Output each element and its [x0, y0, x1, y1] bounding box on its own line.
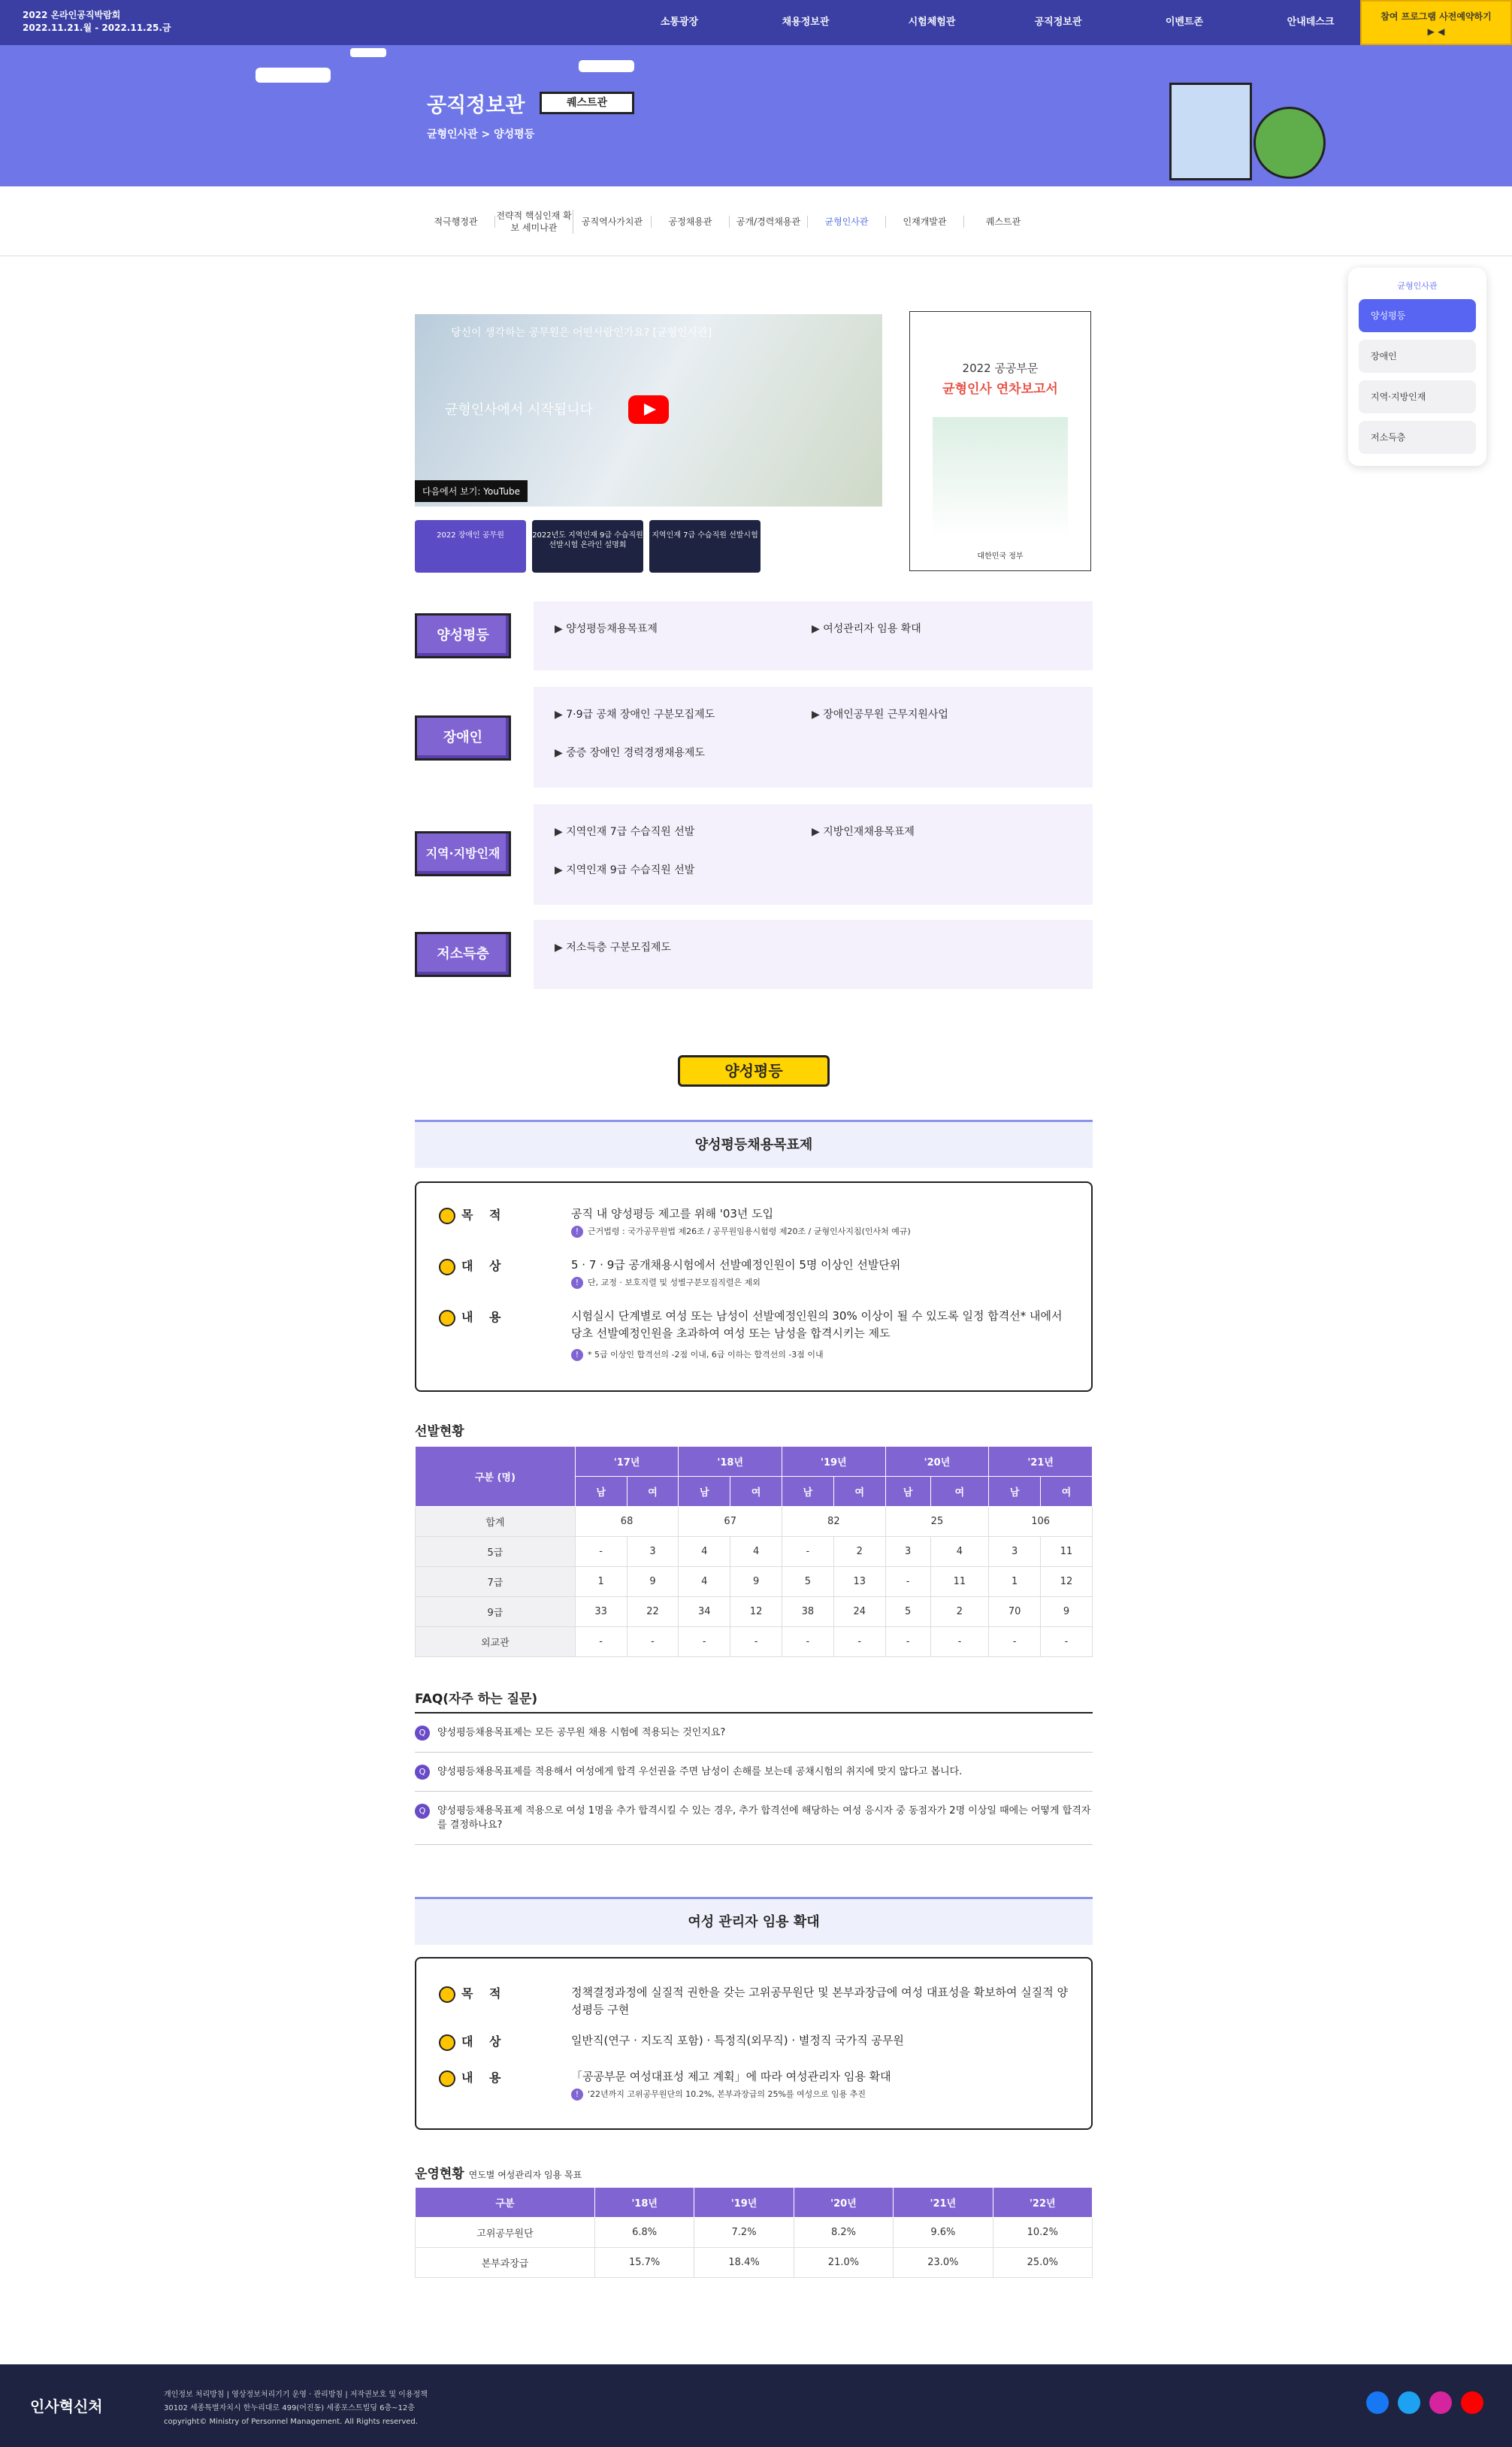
- category-button[interactable]: 지역·지방인재: [415, 831, 511, 876]
- gender-header: 남: [782, 1477, 834, 1507]
- cell: 2: [930, 1597, 989, 1627]
- subnav-item[interactable]: 공정채용관: [652, 216, 730, 228]
- cell: 24: [833, 1597, 885, 1627]
- footer-logo[interactable]: 인사혁신처: [30, 2397, 103, 2415]
- policy-info-box: [415, 1181, 1093, 1392]
- year-header: '19년: [782, 1447, 886, 1477]
- year-header: '20년: [885, 1447, 989, 1477]
- cell: -: [730, 1627, 782, 1657]
- info-key: 내 용: [439, 2068, 529, 2087]
- info-note: ! * 5급 이상인 합격선의 -2점 이내, 6급 이하는 합격선의 -3점 이내: [571, 1348, 1069, 1361]
- gender-header: 여: [930, 1477, 989, 1507]
- table-row: [416, 2218, 1093, 2248]
- info-value: 5 · 7 · 9급 공개채용시험에서 선발예정인원이 5명 이상인 선발단위: [571, 1258, 901, 1272]
- cell: 9: [1041, 1597, 1093, 1627]
- report-cover[interactable]: [909, 311, 1091, 571]
- youtube-icon[interactable]: [1461, 2391, 1483, 2414]
- table-row: [416, 2248, 1093, 2278]
- nav-item[interactable]: 이벤트존: [1165, 17, 1204, 28]
- cell: -: [885, 1627, 930, 1657]
- cell: 33: [575, 1597, 627, 1627]
- row-label: 본부과장급: [416, 2248, 595, 2278]
- row-label: 외교관: [416, 1627, 576, 1657]
- category-button[interactable]: 장애인: [415, 715, 511, 761]
- cell: 25.0%: [993, 2248, 1092, 2278]
- cell: 12: [730, 1597, 782, 1627]
- category-link[interactable]: ▶ 지역인재 9급 수습직원 선발: [555, 862, 812, 885]
- nav-item[interactable]: 소통광장: [660, 17, 699, 28]
- subnav-item[interactable]: 공개/경력채용관: [730, 216, 808, 228]
- cell: 10.2%: [993, 2218, 1092, 2248]
- cell: 7.2%: [694, 2218, 794, 2248]
- info-value: 공직 내 양성평등 제고를 위해 '03년 도입: [571, 1207, 774, 1220]
- cell: 2: [833, 1537, 885, 1567]
- table-subtitle: 연도별 여성관리자 임용 목표: [468, 2170, 582, 2180]
- gender-header: 여: [730, 1477, 782, 1507]
- social-links: [1366, 2391, 1483, 2414]
- cell: 4: [730, 1537, 782, 1567]
- category-row: [415, 804, 1093, 905]
- gender-header: 여: [1041, 1477, 1093, 1507]
- info-value: 정책결정과정에 실질적 권한을 갖는 고위공무원단 및 본부과장급에 여성 대표성을 확보하여 실질적 양성평등 구현: [571, 1986, 1069, 2016]
- cell: 1: [575, 1567, 627, 1597]
- house-illustration: [1169, 83, 1252, 180]
- cell: -: [627, 1627, 679, 1657]
- cell: 23.0%: [894, 2248, 993, 2278]
- cell: 6.8%: [594, 2218, 694, 2248]
- policy-header: 여성 관리자 임용 확대: [415, 1897, 1093, 1945]
- nav-item[interactable]: 안내데스크: [1287, 17, 1335, 28]
- cell: 3: [989, 1537, 1041, 1567]
- hero-banner: [0, 45, 1512, 186]
- column-header: '20년: [794, 2188, 893, 2218]
- breadcrumb: 균형인사관 > 양성평등: [427, 129, 535, 141]
- side-quick-menu: [1348, 268, 1486, 466]
- cell: 9: [627, 1567, 679, 1597]
- video-overlay-text: 균형인사에서 시작됩니다: [445, 402, 593, 418]
- cell: -: [1041, 1627, 1093, 1657]
- category-link[interactable]: ▶ 지방인재채용목표제: [812, 824, 1069, 847]
- column-header: '21년: [894, 2188, 993, 2218]
- table-row: [416, 1627, 1093, 1657]
- sub-navigation: [417, 201, 1042, 242]
- report-publisher: 대한민국 정부: [977, 552, 1024, 561]
- cell: 5: [885, 1597, 930, 1627]
- cell: 1: [989, 1567, 1041, 1597]
- table-row: [416, 1537, 1093, 1567]
- subnav-item[interactable]: 공직역사가치관: [573, 216, 652, 228]
- category-link[interactable]: ▶ 저소득층 구분모집제도: [555, 939, 812, 969]
- category-links: [534, 804, 1093, 905]
- cell: 15.7%: [594, 2248, 694, 2278]
- table-title-main: 운영현황: [415, 2167, 464, 2182]
- quest-badge[interactable]: 퀘스트관: [540, 92, 634, 114]
- table-row: [416, 1567, 1093, 1597]
- cell: 4: [679, 1567, 730, 1597]
- page-title: 공직정보관: [427, 94, 525, 117]
- video-thumbnails: [415, 520, 761, 573]
- faq-item[interactable]: Q 양성평등채용목표제는 모든 공무원 채용 시험에 적용되는 것인지요?: [415, 1714, 1093, 1753]
- subnav-item[interactable]: 퀘스트관: [985, 216, 1021, 227]
- reservation-label: 참여 프로그램 사전예약하기: [1380, 11, 1492, 22]
- cell: 4: [930, 1537, 989, 1567]
- cell: 5: [782, 1567, 834, 1597]
- faq-item[interactable]: Q 양성평등채용목표제 적용으로 여성 1명을 추가 합격시킬 수 있는 경우, 추가 합격선에 해당하는 여성 응시자 중 동점자가 2명 이상일 때에는 어떻게 합격자를 결정하나요?: [415, 1792, 1093, 1845]
- info-key: 목 적: [439, 1205, 529, 1224]
- footer-copyright: copyright© Ministry of Personnel Management. All Rights reserved.: [164, 2418, 418, 2426]
- side-menu-item[interactable]: 저소득층: [1359, 421, 1476, 454]
- column-header: '19년: [694, 2188, 794, 2218]
- info-key: 대 상: [439, 1257, 529, 1275]
- info-value: 일반직(연구 · 지도직 포함) · 특정직(외무직) · 별정직 국가직 공무원: [571, 2034, 904, 2047]
- info-note: ! 단, 교정 · 보호직렬 및 성별구분모집직렬은 제외: [571, 1276, 1069, 1289]
- cell: 82: [782, 1507, 886, 1537]
- cell: 38: [782, 1597, 834, 1627]
- cell: -: [575, 1627, 627, 1657]
- column-header: '22년: [993, 2188, 1092, 2218]
- footer-address: 30102 세종특별자치시 한누리대로 499(어진동) 세종포스트빌딩 6층~12층: [164, 2404, 415, 2412]
- cell: 21.0%: [794, 2248, 893, 2278]
- info-value: 「공공부문 여성대표성 제고 계획」에 따라 여성관리자 임용 확대: [571, 2070, 891, 2083]
- side-menu-item-active[interactable]: 양성평등: [1359, 299, 1476, 332]
- facebook-icon[interactable]: [1366, 2391, 1389, 2414]
- info-value: 시험실시 단계별로 여성 또는 남성이 선발예정인원의 30% 이상이 될 수 있도록 일정 합격선* 내에서 당초 선발예정인원을 초과하여 여성 또는 남성을 합격시키는 제도: [571, 1309, 1063, 1340]
- category-links: [534, 920, 1093, 989]
- faq-title: FAQ(자주 하는 질문): [415, 1692, 538, 1707]
- video-thumbnail[interactable]: 2022년도 지역인재 9급 수습직원 선발시험 온라인 설명회: [532, 520, 643, 573]
- manager-target-table: [415, 2187, 1093, 2278]
- cell: 12: [1041, 1567, 1093, 1597]
- cell: -: [989, 1627, 1041, 1657]
- faq-list: [415, 1712, 1093, 1845]
- report-year: 2022 공공부문: [962, 361, 1039, 375]
- cell: 4: [679, 1537, 730, 1567]
- category-link[interactable]: ▶ 지역인재 7급 수습직원 선발: [555, 824, 812, 847]
- table-corner: 구분 (명): [416, 1447, 576, 1507]
- video-thumbnail[interactable]: 2022 장애인 공무원: [415, 520, 526, 573]
- category-link[interactable]: ▶ 여성관리자 임용 확대: [812, 621, 1069, 651]
- row-label: 고위공무원단: [416, 2218, 595, 2248]
- category-link[interactable]: ▶ 중증 장애인 경력경쟁채용제도: [555, 745, 812, 768]
- category-row: [415, 920, 1093, 989]
- cell: -: [930, 1627, 989, 1657]
- cloud-decoration: [256, 68, 331, 83]
- cell: 11: [1041, 1537, 1093, 1567]
- info-key: 내 용: [439, 1308, 529, 1326]
- event-dates: 2022.11.21.월 - 2022.11.25.금: [23, 23, 171, 33]
- video-thumbnail[interactable]: 지역인재 7급 수습직원 선발시험: [649, 520, 761, 573]
- info-key: 목 적: [439, 1984, 529, 2003]
- play-icon[interactable]: [628, 395, 669, 424]
- footer: [0, 2364, 1512, 2447]
- year-header: '21년: [989, 1447, 1093, 1477]
- cell: 13: [833, 1567, 885, 1597]
- policy-info-box: [415, 1957, 1093, 2130]
- report-title: 균형인사 연차보고서: [942, 382, 1058, 397]
- category-row: [415, 601, 1093, 670]
- category-links: [534, 687, 1093, 788]
- row-label: 합계: [416, 1507, 576, 1537]
- policy-header: 양성평등채용목표제: [415, 1120, 1093, 1168]
- cell: 9: [730, 1567, 782, 1597]
- year-header: '17년: [575, 1447, 679, 1477]
- cell: 106: [989, 1507, 1093, 1537]
- gender-header: 남: [575, 1477, 627, 1507]
- footer-links[interactable]: 개인정보 처리방침 | 영상정보처리기기 운영 · 관리방침 | 저작권보호 및 이용정책: [164, 2391, 428, 2399]
- cell: -: [575, 1537, 627, 1567]
- year-header: '18년: [679, 1447, 782, 1477]
- nav-item[interactable]: 시험체험관: [908, 17, 956, 28]
- category-button[interactable]: 양성평등: [415, 613, 511, 658]
- tree-illustration: [1253, 107, 1326, 179]
- info-note: ! 근거법령 : 국가공무원법 제26조 / 공무원임용시험령 제20조 / 균형인사지침(인사처 예규): [571, 1225, 1069, 1238]
- info-key: 대 상: [439, 2032, 529, 2051]
- instagram-icon[interactable]: [1429, 2391, 1452, 2414]
- event-brand[interactable]: [23, 9, 171, 35]
- top-bar: [0, 0, 1512, 45]
- cell: 8.2%: [794, 2218, 893, 2248]
- video-player[interactable]: [415, 314, 882, 507]
- main-nav: [616, 0, 1374, 45]
- side-menu-item[interactable]: 지역·지방인재: [1359, 380, 1476, 413]
- gender-header: 여: [833, 1477, 885, 1507]
- table-row: [416, 1507, 1093, 1537]
- subnav-item[interactable]: 인재개발관: [886, 216, 964, 228]
- arrow-icon: ▶ ◀: [1427, 26, 1445, 37]
- event-title: 2022 온라인공직박람회: [23, 10, 121, 20]
- info-note: ! '22년까지 고위공무원단의 10.2%, 본부과장급의 25%를 여성으로 임용 추진: [571, 2088, 1069, 2101]
- cell: 9.6%: [894, 2218, 993, 2248]
- video-title: 당신이 생각하는 공무원은 어떤사람인가요? [균형인사관]: [451, 327, 712, 339]
- cell: -: [679, 1627, 730, 1657]
- cloud-decoration: [350, 48, 386, 57]
- category-link[interactable]: ▶ 양성평등채용목표제: [555, 621, 812, 651]
- column-header: '18년: [594, 2188, 694, 2218]
- table-title: 선발현황: [415, 1424, 464, 1439]
- cloud-decoration: [579, 60, 634, 72]
- subnav-item[interactable]: 전략적 핵심인재 확보 세미나관: [495, 210, 573, 234]
- footer-info: [164, 2388, 428, 2429]
- cell: 22: [627, 1597, 679, 1627]
- cell: 25: [885, 1507, 989, 1537]
- cell: 68: [575, 1507, 679, 1537]
- table-row: [416, 1597, 1093, 1627]
- row-label: 7급: [416, 1567, 576, 1597]
- section-title: 양성평등: [678, 1055, 830, 1087]
- reservation-button[interactable]: [1360, 0, 1512, 45]
- category-button[interactable]: 저소득층: [415, 932, 511, 977]
- subnav-item-active[interactable]: 균형인사관: [808, 216, 886, 228]
- twitter-icon[interactable]: [1398, 2391, 1420, 2414]
- cell: 70: [989, 1597, 1041, 1627]
- gender-header: 남: [679, 1477, 730, 1507]
- cell: 34: [679, 1597, 730, 1627]
- category-link[interactable]: ▶ 7·9급 공채 장애인 구분모집제도: [555, 706, 812, 730]
- category-link[interactable]: ▶ 장애인공무원 근무지원사업: [812, 706, 1069, 730]
- cell: 11: [930, 1567, 989, 1597]
- report-illustration: [933, 417, 1068, 537]
- table-title: [415, 2163, 582, 2182]
- gender-header: 남: [989, 1477, 1041, 1507]
- faq-item[interactable]: Q 양성평등채용목표제를 적용해서 여성에게 합격 우선권을 주면 남성이 손해를 보는데 공채시험의 취지에 맞지 않다고 봅니다.: [415, 1753, 1093, 1792]
- cell: -: [782, 1537, 834, 1567]
- cell: -: [885, 1567, 930, 1597]
- selection-table: [415, 1446, 1093, 1657]
- watch-on-youtube[interactable]: 다음에서 보기: YouTube: [415, 480, 528, 502]
- column-header: 구분: [416, 2188, 595, 2218]
- subnav-item[interactable]: 적극행정관: [417, 216, 495, 228]
- category-links: [534, 601, 1093, 670]
- cell: 67: [679, 1507, 782, 1537]
- cell: 3: [627, 1537, 679, 1567]
- row-label: 5급: [416, 1537, 576, 1567]
- side-menu-item[interactable]: 장애인: [1359, 340, 1476, 373]
- cell: 18.4%: [694, 2248, 794, 2278]
- cell: -: [833, 1627, 885, 1657]
- cell: 3: [885, 1537, 930, 1567]
- category-row: [415, 687, 1093, 788]
- side-menu-title: 균형인사관: [1397, 281, 1438, 291]
- nav-item[interactable]: 공직정보관: [1034, 17, 1082, 28]
- gender-header: 남: [885, 1477, 930, 1507]
- row-label: 9급: [416, 1597, 576, 1627]
- nav-item[interactable]: 채용정보관: [782, 17, 830, 28]
- gender-header: 여: [627, 1477, 679, 1507]
- cell: -: [782, 1627, 834, 1657]
